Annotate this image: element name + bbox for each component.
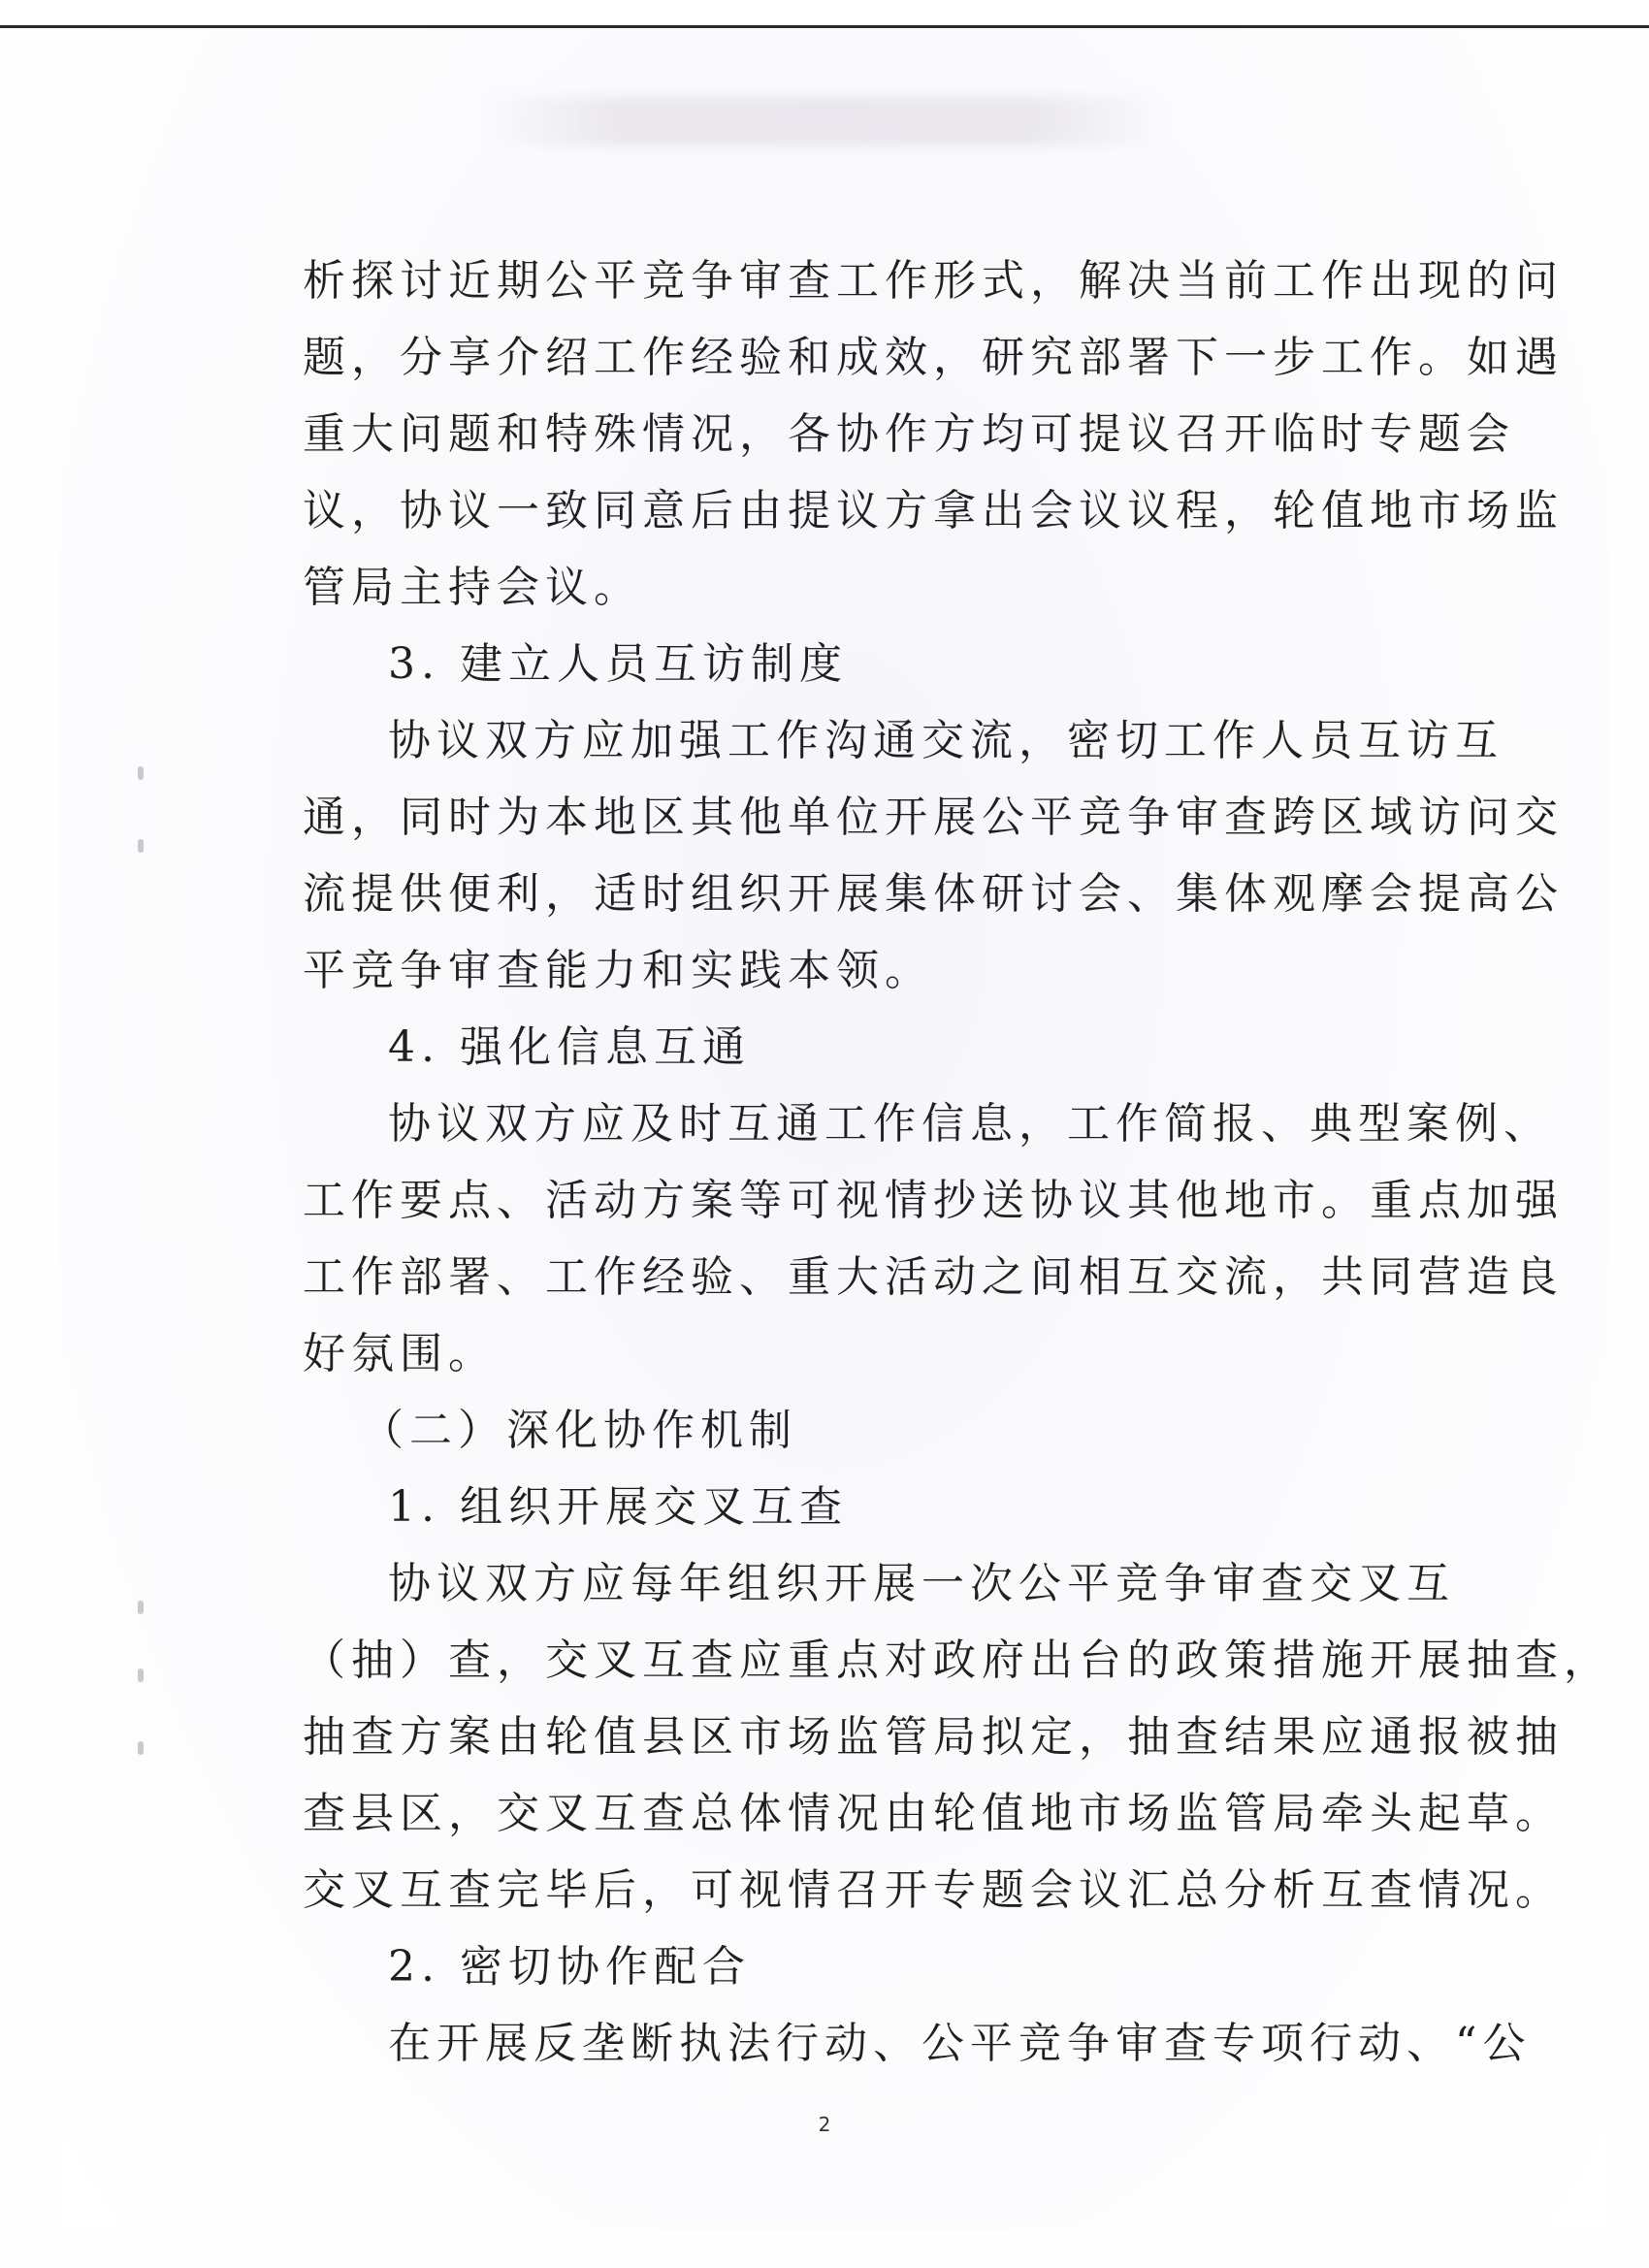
- paragraph-line: 查县区，交叉互查总体情况由轮值地市场监管局牵头起草。: [303, 1789, 1564, 1838]
- paragraph-line: 题，分享介绍工作经验和成效，研究部署下一步工作。如遇: [303, 333, 1564, 382]
- section-heading: 3. 建立人员互访制度: [388, 639, 848, 689]
- page-number: 2: [818, 2113, 831, 2136]
- scan-top-edge: [0, 0, 1649, 28]
- section-heading: 1. 组织开展交叉互查: [388, 1482, 848, 1532]
- paragraph-line: 通，同时为本地区其他单位开展公平竞争审查跨区域访问交: [303, 793, 1564, 842]
- paragraph-line: 重大问题和特殊情况，各协作方均可提议召开临时专题会: [303, 409, 1515, 459]
- binding-hole: [138, 1669, 144, 1682]
- binding-hole: [138, 1741, 144, 1755]
- paragraph-line: （抽）查，交叉互查应重点对政府出台的政策措施开展抽查，: [303, 1636, 1612, 1685]
- bleed-through-header: [485, 97, 1164, 146]
- binding-hole: [138, 1601, 144, 1614]
- paragraph-line: 交叉互查完毕后，可视情召开专题会议汇总分析互查情况。: [303, 1865, 1564, 1915]
- paragraph-line: 好氛围。: [303, 1329, 497, 1378]
- paragraph-line: 议，协议一致同意后由提议方拿出会议议程，轮值地市场监: [303, 486, 1564, 535]
- paragraph-line: 协议双方应每年组织开展一次公平竞争审查交叉互: [388, 1559, 1455, 1608]
- binding-hole: [138, 839, 144, 853]
- paragraph-line: 协议双方应及时互通工作信息，工作简报、典型案例、: [388, 1099, 1552, 1149]
- paragraph-line: 协议双方应加强工作沟通交流，密切工作人员互访互: [388, 716, 1504, 765]
- paragraph-line: 工作部署、工作经验、重大活动之间相互交流，共同营造良: [303, 1252, 1564, 1302]
- paragraph-line: 析探讨近期公平竞争审查工作形式，解决当前工作出现的问: [303, 256, 1564, 306]
- binding-hole: [138, 766, 144, 780]
- paragraph-line: 平竞争审查能力和实践本领。: [303, 946, 933, 995]
- chapter-heading: （二）深化协作机制: [361, 1406, 797, 1455]
- paragraph-line: 管局主持会议。: [303, 563, 642, 612]
- paragraph-line: 在开展反垄断执法行动、公平竞争审查专项行动、“公: [388, 2019, 1532, 2068]
- section-heading: 4. 强化信息互通: [388, 1022, 751, 1072]
- paragraph-line: 抽查方案由轮值县区市场监管局拟定，抽查结果应通报被抽: [303, 1712, 1564, 1762]
- section-heading: 2. 密切协作配合: [388, 1942, 751, 1992]
- paragraph-line: 工作要点、活动方案等可视情抄送协议其他地市。重点加强: [303, 1176, 1564, 1225]
- paragraph-line: 流提供便利，适时组织开展集体研讨会、集体观摩会提高公: [303, 869, 1564, 919]
- document-body: [303, 243, 1612, 2082]
